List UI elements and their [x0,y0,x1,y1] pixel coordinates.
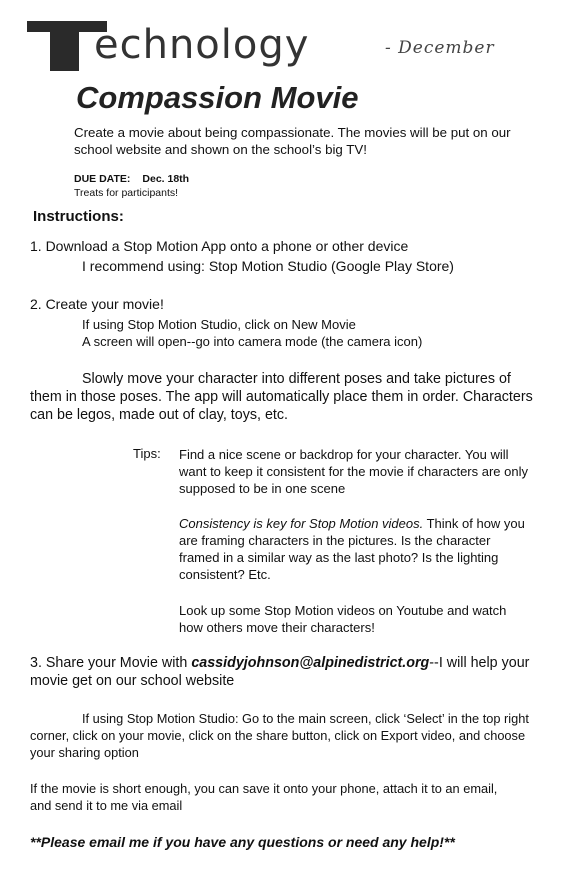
step-2-sub-1: If using Stop Motion Studio, click on New Movie [82,317,356,332]
short-movie-note: If the movie is short enough, you can save it onto your phone, attach it to an email, and send it to me via email [30,781,498,813]
tip-2-emphasis: Consistency is key for Stop Motion videos. [179,516,424,531]
due-date-label: DUE DATE: [74,173,131,185]
tip-2 [179,515,529,583]
due-date-note: Treats for participants! [74,187,179,199]
step-3 [30,654,535,690]
header-letter-t-stem [50,21,79,71]
step-3-suffix: --I will help your movie get on our school website [30,655,530,689]
tip-1: Find a nice scene or backdrop for your character. You will want to keep it consistent for the movie if characters are only supposed to be in one scene [179,447,529,496]
step-2-paragraph-text: Slowly move your character into different poses and take pictures of them in those poses. The app will automatically place them in order. Characters can be legos, made out of clay, toys, etc. [30,371,533,423]
tips-label: Tips: [133,446,161,461]
sharing-instructions-text: If using Stop Motion Studio: Go to the main screen, click ‘Select’ in the top right corner, click on your movie, click on the share button, click on Export video, and choose your sharing option [30,711,529,760]
due-date [74,173,189,185]
intro-text: Create a movie about being compassionate. The movies will be put on our school website and shown on the school’s big TV! [74,125,511,157]
step-2: 2. Create your movie! [30,296,164,312]
closing-note: **Please email me if you have any questions or need any help!** [30,834,455,850]
step-2-sub-2: A screen will open--go into camera mode (the camera icon) [82,334,423,349]
instructions-heading: Instructions: [33,208,124,225]
step-1-sub: I recommend using: Stop Motion Studio (Google Play Store) [82,258,454,274]
page-title: Compassion Movie [76,80,359,115]
step-3-prefix: 3. Share your Movie with [30,655,192,671]
due-date-value: Dec. 18th [142,173,190,185]
step-2-paragraph [30,370,535,424]
sharing-instructions [30,710,530,761]
contact-email: cassidyjohnson@alpinedistrict.org [191,655,430,671]
tip-3: Look up some Stop Motion videos on Youtube and watch how others move their characters! [179,603,507,635]
header-month: - December [385,38,495,58]
step-1: 1. Download a Stop Motion App onto a phone or other device [30,238,409,254]
tip-2-text: Think of how you are framing characters in the pictures. Is the character framed in a similar way as the last photo? Is the lighting consistent? Etc. [179,516,525,582]
header-title: echnology [94,22,310,68]
